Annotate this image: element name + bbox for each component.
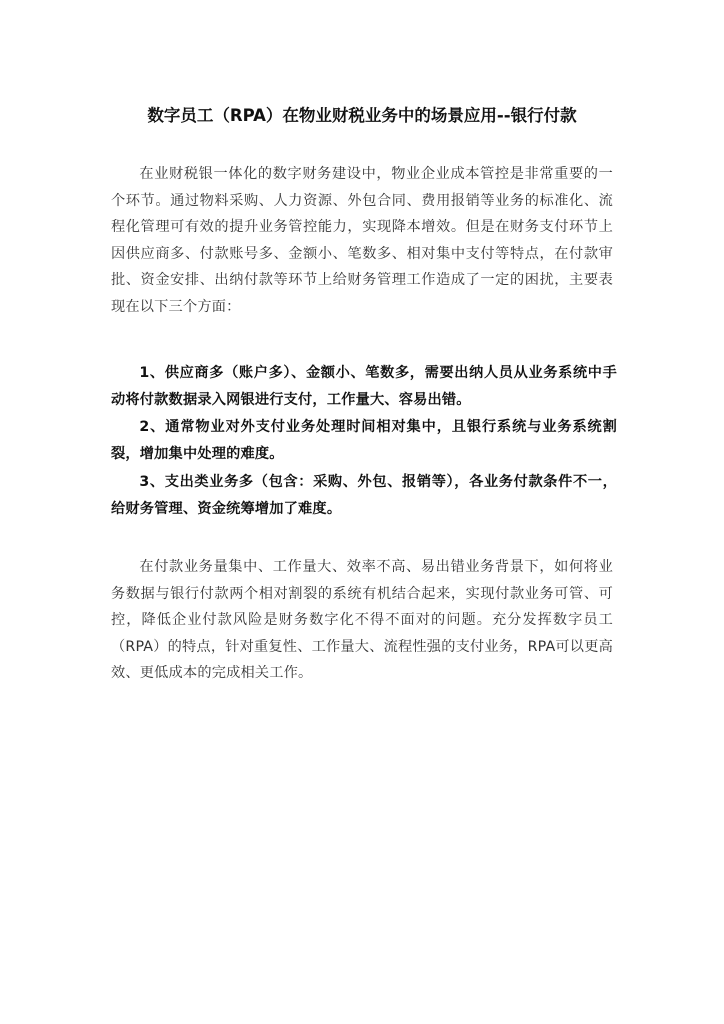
conclusion-paragraph: 在付款业务量集中、工作量大、效率不高、易出错业务背景下，如何将业务数据与银行付款两个相对割裂的系统有机结合起来，实现付款业务可管、可控，降低企业付款风险是财务数字化不得不面对的问题。充分发挥数字员工（RPA）的特点，针对重复性、工作量大、流程性强的支付业务，RPA可以更高效、更低成本的完成相关工作。 [111,559,613,681]
point-item-1: 1、供应商多（账户多）、金额小、笔数多，需要出纳人员从业务系统中手动将付款数据录入网银进行支付，工作量大、容易出错。 [111,365,617,408]
intro-paragraph: 在业财税银一体化的数字财务建设中，物业企业成本管控是非常重要的一个环节。通过物料采购、人力资源、外包合同、费用报销等业务的标准化、流程化管理可有效的提升业务管控能力，实现降本增效。但是在财务支付环节上因供应商多、付款账号多、金额小、笔数多、相对集中支付等特点，在付款审批、资金安排、出纳付款等环节上给财务管理工作造成了一定的困扰，主要表现在以下三个方面： [111,166,613,315]
point-item-3: 3、支出类业务多（包含：采购、外包、报销等），各业务付款条件不一，给财务管理、资金统筹增加了难度。 [111,474,617,517]
point-item-2: 2、通常物业对外支付业务处理时间相对集中，且银行系统与业务系统割裂，增加集中处理的难度。 [111,419,617,462]
document-title: 数字员工（RPA）在物业财税业务中的场景应用--银行付款 [147,106,577,125]
